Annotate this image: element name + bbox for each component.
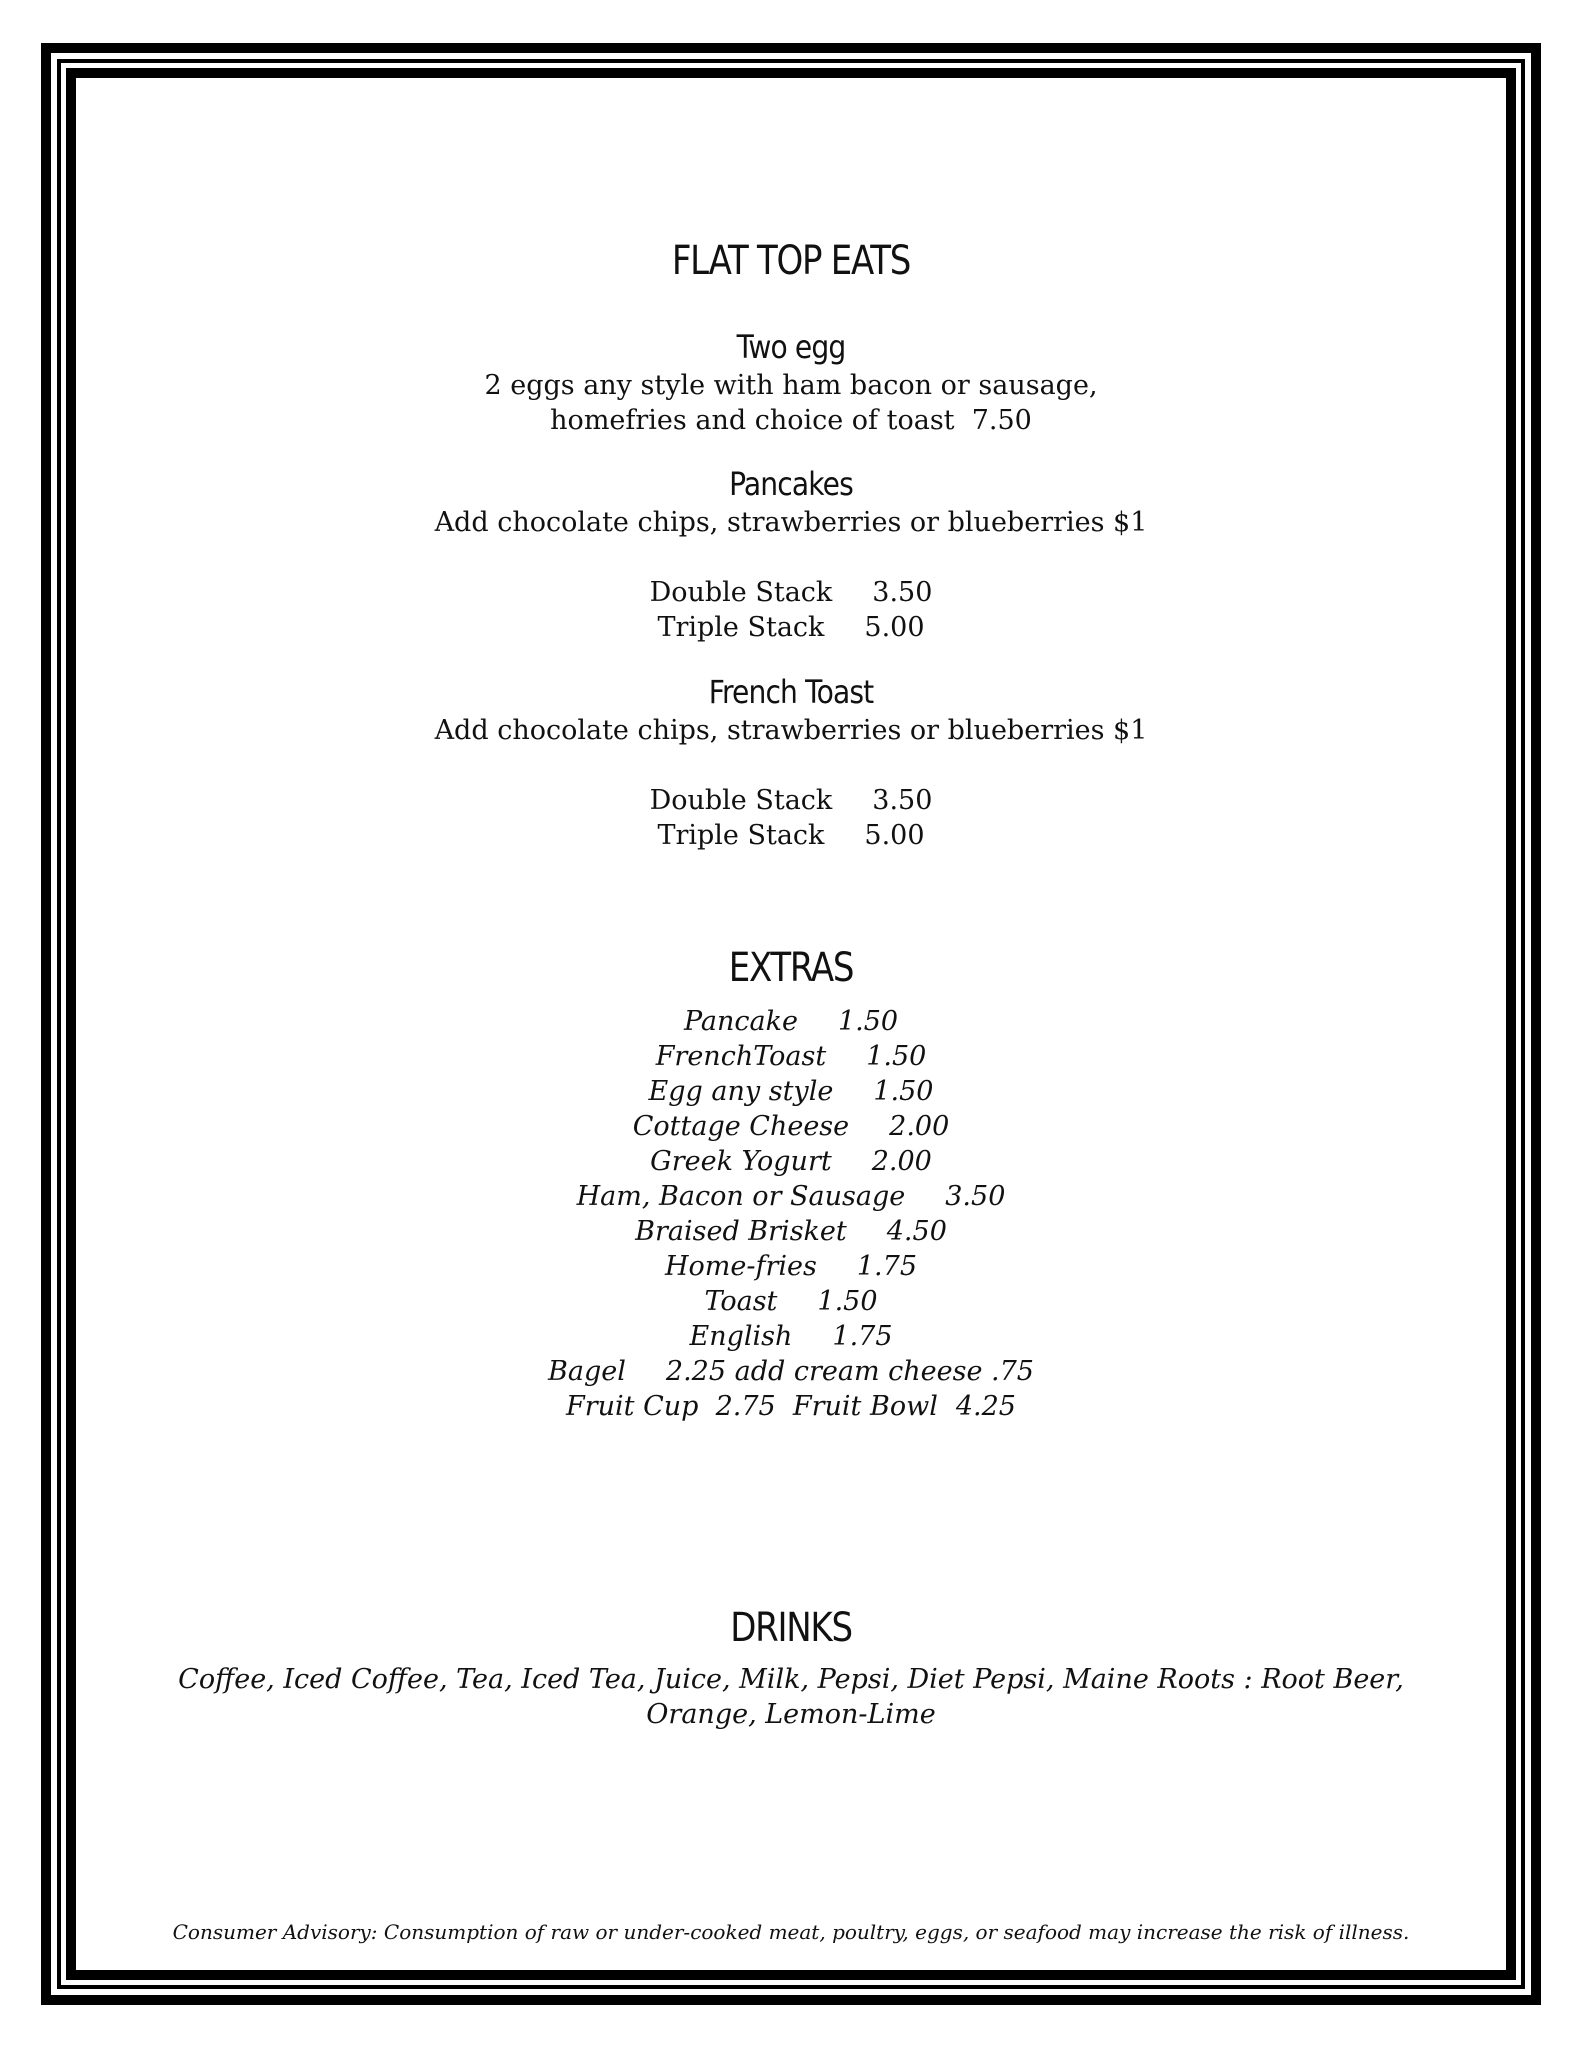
item-title-pancakes: Pancakes (729, 465, 853, 503)
price-label: Triple Stack (657, 820, 825, 851)
price-value: 3.50 (872, 785, 933, 816)
price-row-french-toast-double (0, 783, 1582, 818)
section-heading-extras: EXTRAS (728, 945, 854, 991)
item-addon-french-toast: Add chocolate chips, strawberries or blueberries $1 (434, 715, 1148, 746)
extras-item: Bagel 2.25 add cream cheese .75 (548, 1356, 1034, 1387)
extras-item: Greek Yogurt 2.00 (650, 1146, 932, 1177)
price-label: Double Stack (649, 577, 833, 608)
item-desc-two-egg-line1: 2 eggs any style with ham bacon or sausage, (484, 370, 1098, 401)
item-addon-pancakes: Add chocolate chips, strawberries or blueberries $1 (434, 507, 1148, 538)
price-value: 5.00 (864, 820, 925, 851)
extras-item: Fruit Cup 2.75 Fruit Bowl 4.25 (566, 1391, 1016, 1422)
item-desc-two-egg-line2: homefries and choice of toast 7.50 (550, 405, 1032, 436)
price-row-french-toast-triple (0, 818, 1582, 853)
extras-item: Braised Brisket 4.50 (635, 1216, 947, 1247)
price-row-pancakes-double (0, 575, 1582, 610)
price-label: Double Stack (649, 785, 833, 816)
extras-item: Egg any style 1.50 (648, 1076, 934, 1107)
drinks-line2: Orange, Lemon-Lime (646, 1699, 936, 1730)
price-label: Triple Stack (657, 612, 825, 643)
section-heading-flat-top-eats: FLAT TOP EATS (671, 238, 911, 284)
extras-list (0, 1004, 1582, 1424)
item-title-french-toast: French Toast (708, 673, 874, 711)
extras-item: FrenchToast 1.50 (655, 1041, 927, 1072)
extras-item: Cottage Cheese 2.00 (632, 1111, 950, 1142)
item-title-two-egg: Two egg (736, 328, 846, 366)
price-value: 3.50 (872, 577, 933, 608)
consumer-advisory: Consumer Advisory: Consumption of raw or under-cooked meat, poultry, eggs, or seafood may increase the risk of illness. (172, 1920, 1410, 1944)
extras-item: Toast 1.50 (704, 1286, 878, 1317)
extras-item: English 1.75 (689, 1321, 893, 1352)
section-heading-drinks: DRINKS (730, 1605, 852, 1651)
drinks-line1: Coffee, Iced Coffee, Tea, Iced Tea, Juice, Milk, Pepsi, Diet Pepsi, Maine Roots : Root Beer, (178, 1664, 1404, 1695)
price-value: 5.00 (864, 612, 925, 643)
extras-item: Ham, Bacon or Sausage 3.50 (576, 1181, 1006, 1212)
price-row-pancakes-triple (0, 610, 1582, 645)
extras-item: Home-fries 1.75 (665, 1251, 917, 1282)
extras-item: Pancake 1.50 (683, 1006, 899, 1037)
